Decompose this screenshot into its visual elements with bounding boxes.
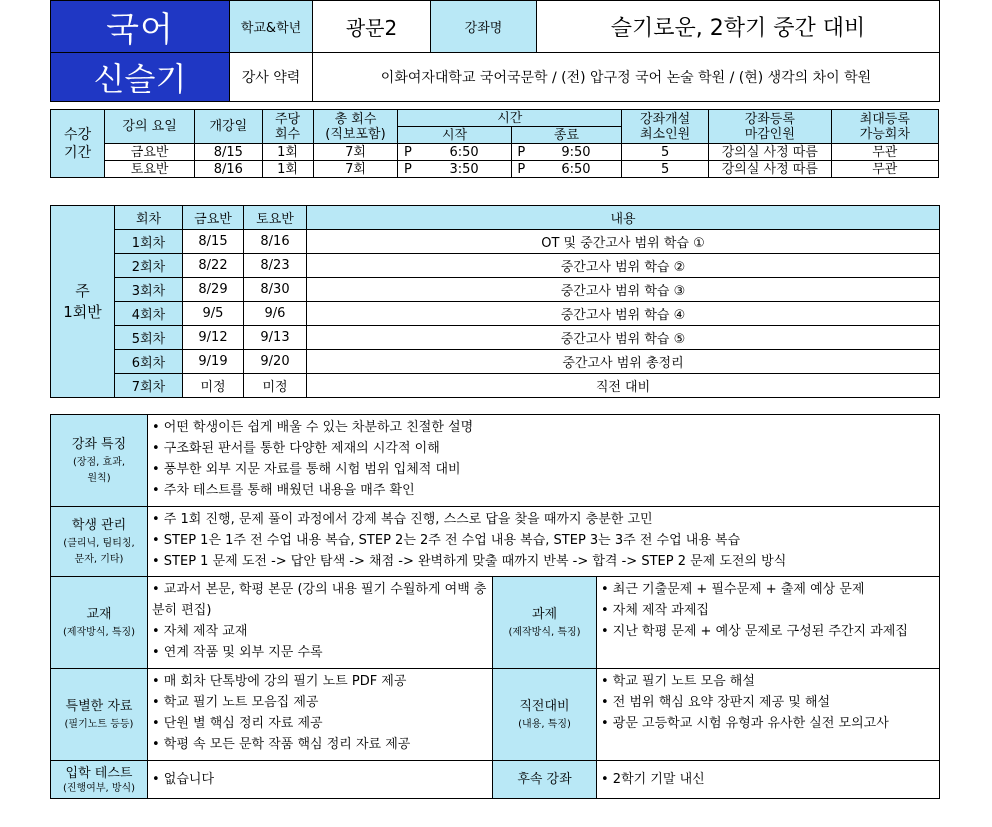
- course-title: 슬기로운, 2학기 중간 대비: [537, 1, 940, 53]
- final-list: [597, 669, 940, 761]
- school-label: 학교&학년: [230, 1, 313, 53]
- content: 중간고사 범위 학습 ⑤: [307, 326, 940, 350]
- header-sat: 토요반: [244, 206, 307, 230]
- fri-date: 8/22: [183, 254, 244, 278]
- list-item: • 구조화된 판서를 통한 다양한 제재의 시각적 이해: [152, 441, 440, 456]
- bio-label: 강사 약력: [230, 53, 313, 102]
- max-rounds: 무관: [831, 161, 938, 178]
- list-item: • 전 범위 핵심 요약 장판지 제공 및 해설: [601, 695, 831, 710]
- fri-date: 9/19: [183, 350, 244, 374]
- school-value: 광문2: [313, 1, 431, 53]
- list-item: • 학평 속 모든 문학 작품 핵심 정리 자료 제공: [152, 737, 411, 752]
- round: 3회차: [115, 278, 183, 302]
- final-label: 직전대비 (내용, 특징): [493, 669, 597, 761]
- header-total: 총 회수 (직보포함): [313, 110, 398, 144]
- homework-list: [597, 577, 940, 669]
- list-item: • 풍부한 외부 지문 자료를 통해 시험 범위 입체적 대비: [152, 462, 461, 477]
- mgmt-list: [148, 507, 940, 577]
- end-time: 6:50: [531, 161, 622, 178]
- start-pm: P: [398, 144, 417, 161]
- start-time: 3:50: [417, 161, 511, 178]
- entrance-label: 입학 테스트 (진행여부, 방식): [51, 761, 148, 799]
- round: 2회차: [115, 254, 183, 278]
- start-pm: P: [398, 161, 417, 178]
- list-item: • STEP 1은 1주 전 수업 내용 복습, STEP 2는 2주 전 수업 내용 복습, STEP 3는 3주 전 수업 내용 복습: [152, 533, 741, 548]
- homework-label: 과제 (제작방식, 특징): [493, 577, 597, 669]
- sat-date: 8/16: [244, 230, 307, 254]
- fri-date: 9/5: [183, 302, 244, 326]
- followup-label: 후속 강좌: [493, 761, 597, 799]
- list-item: • 학교 필기 노트 모음집 제공: [152, 695, 319, 710]
- sat-date: 8/23: [244, 254, 307, 278]
- table-row: [51, 144, 939, 161]
- min-people: 5: [622, 144, 709, 161]
- round: 6회차: [115, 350, 183, 374]
- special-list: [148, 669, 493, 761]
- table-row: [51, 374, 940, 398]
- round: 5회차: [115, 326, 183, 350]
- header-weekly: 주당 회수: [262, 110, 313, 144]
- features-list: [148, 415, 940, 507]
- details-table: [50, 414, 940, 799]
- table-row: [51, 302, 940, 326]
- list-item: • 광문 고등학교 시험 유형과 유사한 실전 모의고사: [601, 716, 889, 731]
- weekly-count: 1회: [262, 161, 313, 178]
- list-item: • 자체 제작 과제집: [601, 603, 709, 618]
- list-item: • 자체 제작 교재: [152, 624, 248, 639]
- sat-date: 9/20: [244, 350, 307, 374]
- sat-date: 8/30: [244, 278, 307, 302]
- open-date: 8/15: [195, 144, 262, 161]
- fri-date: 9/12: [183, 326, 244, 350]
- start-time: 6:50: [417, 144, 511, 161]
- list-item: • 어떤 학생이든 쉽게 배울 수 있는 차분하고 친절한 설명: [152, 420, 474, 435]
- entrance-value: • 없습니다: [148, 761, 493, 799]
- end-pm: P: [511, 144, 530, 161]
- header-content: 내용: [307, 206, 940, 230]
- table-row: [51, 230, 940, 254]
- textbook-list: [148, 577, 493, 669]
- followup-value: • 2학기 기말 내신: [597, 761, 940, 799]
- mgmt-label: 학생 관리 (클리닉, 팀티칭, 문자, 기타): [51, 507, 148, 577]
- list-item: • 학교 필기 노트 모음 해설: [601, 674, 755, 689]
- weekly-count: 1회: [262, 144, 313, 161]
- list-item: • 연계 작품 및 외부 지문 수록: [152, 645, 323, 660]
- schedule-table: [50, 109, 939, 178]
- features-label: 강좌 특징 (장점, 효과, 원칙): [51, 415, 148, 507]
- fri-date: 8/29: [183, 278, 244, 302]
- deadline: 강의실 사정 따름: [709, 144, 832, 161]
- content: OT 및 중간고사 범위 학습 ①: [307, 230, 940, 254]
- list-item: • 주차 테스트를 통해 배웠던 내용을 매주 확인: [152, 483, 415, 498]
- round: 7회차: [115, 374, 183, 398]
- content: 직전 대비: [307, 374, 940, 398]
- deadline: 강의실 사정 따름: [709, 161, 832, 178]
- fri-date: 미정: [183, 374, 244, 398]
- header-start: 시작: [398, 127, 511, 144]
- list-item: • STEP 1 문제 도전 -> 답안 탐색 -> 채점 -> 완벽하게 맞출 때까지 반복 -> 합격 -> STEP 2 문제 도전의 방식: [152, 554, 787, 569]
- course-label: 강좌명: [431, 1, 537, 53]
- header-min: 강좌개설 최소인원: [622, 110, 709, 144]
- header-day: 강의 요일: [105, 110, 195, 144]
- list-item: • 주 1회 진행, 문제 풀이 과정에서 강제 복습 진행, 스스로 답을 찾을 때까지 충분한 고민: [152, 512, 653, 527]
- table-row: [51, 350, 940, 374]
- content: 중간고사 범위 총정리: [307, 350, 940, 374]
- header-deadline: 강좌등록 마감인원: [709, 110, 832, 144]
- total-count: 7회: [313, 161, 398, 178]
- special-label: 특별한 자료 (필기노트 등등): [51, 669, 148, 761]
- round: 4회차: [115, 302, 183, 326]
- sat-date: 9/13: [244, 326, 307, 350]
- header-open: 개강일: [195, 110, 262, 144]
- teacher-name: 신슬기: [51, 53, 230, 102]
- header-time: 시간: [398, 110, 622, 127]
- end-pm: P: [511, 161, 530, 178]
- course-header: [50, 0, 940, 102]
- day: 금요반: [105, 144, 195, 161]
- table-row: [51, 326, 940, 350]
- curriculum-table: [50, 205, 940, 398]
- subject-title: 국어: [51, 1, 230, 53]
- round: 1회차: [115, 230, 183, 254]
- header-max: 최대등록 가능회차: [831, 110, 938, 144]
- curriculum-side-label: 주 1회반: [51, 206, 115, 398]
- list-item: • 지난 학평 문제 + 예상 문제로 구성된 주간지 과제집: [601, 624, 908, 639]
- header-end: 종료: [511, 127, 621, 144]
- header-round: 회차: [115, 206, 183, 230]
- table-row: [51, 278, 940, 302]
- table-row: [51, 161, 939, 178]
- content: 중간고사 범위 학습 ②: [307, 254, 940, 278]
- bio-value: 이화여자대학교 국어국문학 / (전) 압구정 국어 논술 학원 / (현) 생각의 차이 학원: [313, 53, 940, 102]
- list-item: • 단원 별 핵심 정리 자료 제공: [152, 716, 323, 731]
- fri-date: 8/15: [183, 230, 244, 254]
- list-item: • 매 회차 단톡방에 강의 필기 노트 PDF 제공: [152, 674, 407, 689]
- sat-date: 미정: [244, 374, 307, 398]
- sat-date: 9/6: [244, 302, 307, 326]
- min-people: 5: [622, 161, 709, 178]
- header-fri: 금요반: [183, 206, 244, 230]
- end-time: 9:50: [531, 144, 622, 161]
- textbook-label: 교재 (제작방식, 특징): [51, 577, 148, 669]
- total-count: 7회: [313, 144, 398, 161]
- day: 토요반: [105, 161, 195, 178]
- content: 중간고사 범위 학습 ③: [307, 278, 940, 302]
- content: 중간고사 범위 학습 ④: [307, 302, 940, 326]
- max-rounds: 무관: [831, 144, 938, 161]
- list-item: • 최근 기출문제 + 필수문제 + 출제 예상 문제: [601, 582, 865, 597]
- schedule-side-label: 수강 기간: [51, 110, 105, 178]
- open-date: 8/16: [195, 161, 262, 178]
- list-item: • 교과서 본문, 학평 본문 (강의 내용 필기 수월하게 여백 충분히 편집): [152, 582, 487, 618]
- table-row: [51, 254, 940, 278]
